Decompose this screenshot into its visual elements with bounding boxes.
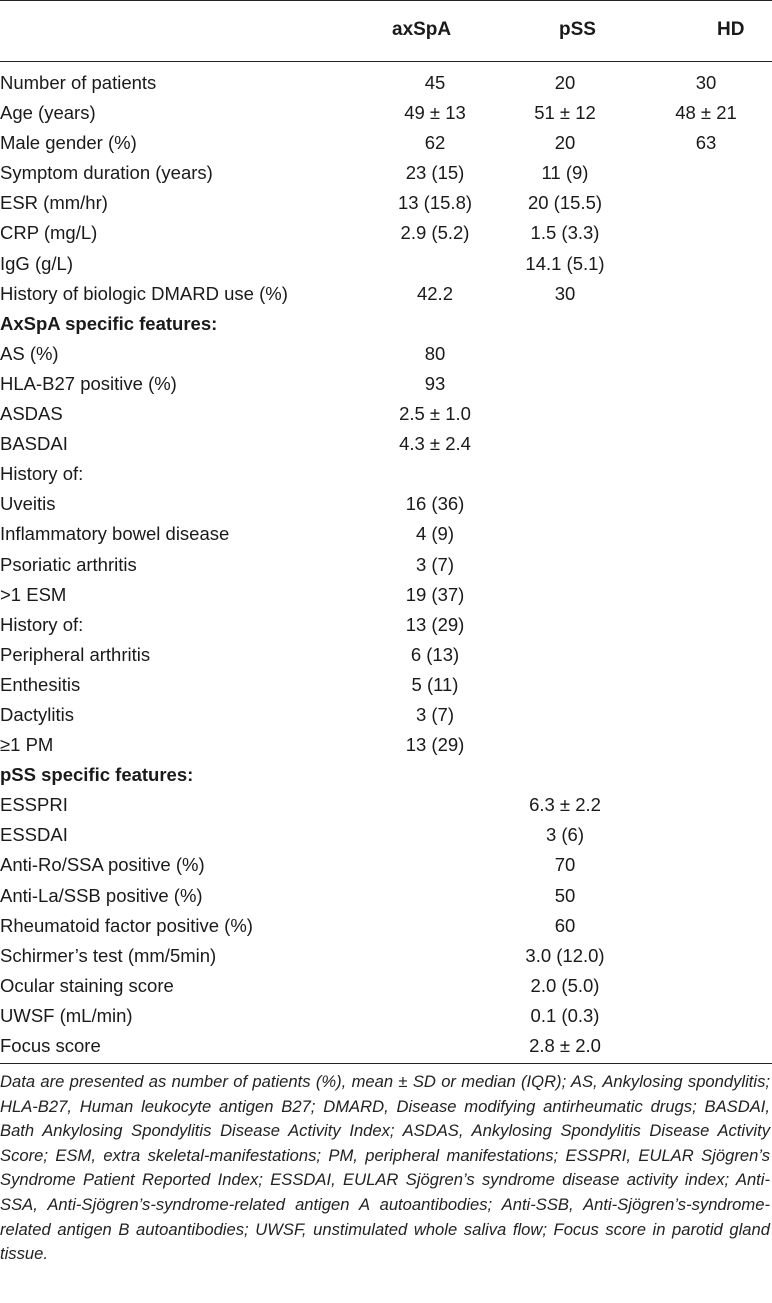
table-row bbox=[0, 850, 772, 880]
cell-hd bbox=[640, 399, 772, 429]
row-label: ≥1 PM bbox=[0, 734, 54, 756]
row-label: Inflammatory bowel disease bbox=[0, 523, 230, 545]
cell-hd bbox=[640, 249, 772, 279]
cell-hd bbox=[640, 610, 772, 640]
cell-axspa: 23 (15) bbox=[405, 162, 465, 184]
cell-axspa: 6 (13) bbox=[410, 643, 460, 665]
cell-axspa bbox=[380, 941, 490, 971]
table-row bbox=[0, 971, 772, 1001]
cell-pss bbox=[490, 700, 640, 730]
cell-hd bbox=[640, 188, 772, 218]
cell-axspa: 49 ± 13 bbox=[404, 102, 466, 124]
table-footnote: Data are presented as number of patients (%), mean ± SD or median (IQR); AS, Ankylosing spondylitis; HLA-B27, Human leukocyte antigen B27; DMARD, Disease modifying antirheumatic drugs; BASDAI, Bath Ankylosing Spondylitis Disease Activity Index; ASDAS, Ankylosing Spondylitis Disease Activity Score; ESM, extra skeletal-manifestations; PM, peripheral manifestations; ESSPRI, EULAR Sjögren’s Syndrome Patient Reported Index; ESSDAI, EULAR Sjögren’s syndrome disease activity index; Anti-SSA, Anti-Sjögren’s-syndrome-related antigen A autoantibodies; Anti-SSB, Anti-Sjögren’s-syndrome-related antigen B autoantibodies; UWSF, unstimulated whole saliva flow; Focus score in parotid gland tissue. bbox=[0, 1072, 770, 1264]
row-label: UWSF (mL/min) bbox=[0, 1004, 133, 1026]
cell-pss: 11 (9) bbox=[541, 162, 589, 184]
cell-axspa: 42.2 bbox=[416, 282, 453, 304]
cell-hd bbox=[640, 339, 772, 369]
cell-hd bbox=[640, 670, 772, 700]
cell-pss bbox=[490, 369, 640, 399]
cell-axspa bbox=[380, 760, 490, 790]
cell-pss: 14.1 (5.1) bbox=[525, 252, 605, 274]
cell-hd bbox=[640, 519, 772, 549]
cell-pss: 60 bbox=[554, 914, 576, 936]
cell-pss bbox=[490, 580, 640, 610]
table-row bbox=[0, 1031, 772, 1061]
row-label: Psoriatic arthritis bbox=[0, 553, 137, 575]
row-label: Ocular staining score bbox=[0, 974, 174, 996]
table-row bbox=[0, 68, 772, 98]
cell-hd bbox=[640, 550, 772, 580]
table-body bbox=[0, 68, 772, 1061]
cell-pss: 3.0 (12.0) bbox=[525, 944, 605, 966]
cell-pss: 20 (15.5) bbox=[527, 192, 603, 214]
cell-pss: 51 ± 12 bbox=[534, 102, 596, 124]
row-label: Anti-La/SSB positive (%) bbox=[0, 884, 203, 906]
table-row bbox=[0, 309, 772, 339]
row-label: BASDAI bbox=[0, 433, 68, 455]
data-table bbox=[0, 68, 772, 1061]
row-label: Uveitis bbox=[0, 493, 56, 515]
table-row bbox=[0, 489, 772, 519]
header-rule bbox=[0, 61, 772, 62]
cell-hd bbox=[640, 158, 772, 188]
row-label: ASDAS bbox=[0, 403, 63, 425]
cell-axspa: 19 (37) bbox=[405, 583, 465, 605]
table-row bbox=[0, 760, 772, 790]
cell-hd bbox=[640, 459, 772, 489]
table-row bbox=[0, 730, 772, 760]
table-row bbox=[0, 911, 772, 941]
cell-axspa: 5 (11) bbox=[411, 673, 459, 695]
row-label: Schirmer’s test (mm/5min) bbox=[0, 944, 217, 966]
table-row bbox=[0, 128, 772, 158]
cell-axspa: 13 (29) bbox=[405, 613, 465, 635]
cell-pss: 6.3 ± 2.2 bbox=[529, 794, 601, 816]
cell-pss: 2.0 (5.0) bbox=[530, 974, 600, 996]
table-row bbox=[0, 610, 772, 640]
cell-axspa: 80 bbox=[424, 342, 446, 364]
row-label: Dactylitis bbox=[0, 703, 75, 725]
row-label: AxSpA specific features: bbox=[0, 312, 218, 334]
cell-hd bbox=[640, 279, 772, 309]
cell-axspa: 13 (15.8) bbox=[397, 192, 473, 214]
cell-pss: 50 bbox=[554, 884, 576, 906]
table-row bbox=[0, 1001, 772, 1031]
bottom-rule bbox=[0, 1063, 772, 1064]
table-row bbox=[0, 881, 772, 911]
row-label: >1 ESM bbox=[0, 583, 67, 605]
cell-hd bbox=[640, 700, 772, 730]
cell-hd bbox=[640, 640, 772, 670]
cell-hd bbox=[640, 911, 772, 941]
table-row bbox=[0, 249, 772, 279]
table-row bbox=[0, 700, 772, 730]
cell-hd bbox=[640, 309, 772, 339]
cell-axspa: 4.3 ± 2.4 bbox=[399, 433, 471, 455]
cell-axspa bbox=[380, 309, 490, 339]
cell-axspa bbox=[380, 911, 490, 941]
cell-axspa bbox=[380, 459, 490, 489]
row-label: IgG (g/L) bbox=[0, 252, 73, 274]
row-label: Age (years) bbox=[0, 102, 96, 124]
table-row bbox=[0, 339, 772, 369]
cell-axspa: 13 (29) bbox=[405, 734, 465, 756]
cell-pss bbox=[490, 610, 640, 640]
cell-axspa bbox=[380, 881, 490, 911]
cell-pss bbox=[490, 550, 640, 580]
table-row bbox=[0, 790, 772, 820]
cell-hd bbox=[640, 730, 772, 760]
row-label: Peripheral arthritis bbox=[0, 643, 151, 665]
cell-pss bbox=[490, 760, 640, 790]
row-label: Anti-Ro/SSA positive (%) bbox=[0, 854, 205, 876]
cell-pss: 30 bbox=[554, 282, 576, 304]
cell-pss bbox=[490, 309, 640, 339]
table-row bbox=[0, 429, 772, 459]
cell-hd bbox=[640, 881, 772, 911]
cell-axspa bbox=[380, 249, 490, 279]
table-row bbox=[0, 98, 772, 128]
cell-pss bbox=[490, 670, 640, 700]
cell-hd: 30 bbox=[695, 72, 717, 93]
cell-pss bbox=[490, 429, 640, 459]
cell-axspa: 2.9 (5.2) bbox=[400, 222, 470, 244]
cell-axspa bbox=[380, 820, 490, 850]
cell-axspa bbox=[380, 1001, 490, 1031]
cell-hd bbox=[640, 580, 772, 610]
cell-hd bbox=[640, 489, 772, 519]
cell-pss: 20 bbox=[554, 72, 576, 93]
cell-pss bbox=[490, 459, 640, 489]
cell-axspa bbox=[380, 971, 490, 1001]
row-label: History of: bbox=[0, 463, 84, 485]
table-row bbox=[0, 519, 772, 549]
cell-hd: 48 ± 21 bbox=[675, 102, 737, 124]
cell-hd bbox=[640, 850, 772, 880]
cell-axspa bbox=[380, 1031, 490, 1061]
column-header-hd: HD bbox=[717, 19, 745, 40]
cell-pss: 70 bbox=[554, 854, 576, 876]
cell-pss: 1.5 (3.3) bbox=[530, 222, 600, 244]
cell-pss: 0.1 (0.3) bbox=[530, 1004, 600, 1026]
row-label: AS (%) bbox=[0, 342, 59, 364]
row-label: ESSPRI bbox=[0, 794, 68, 816]
cell-hd bbox=[640, 760, 772, 790]
cell-axspa bbox=[380, 790, 490, 820]
row-label: Symptom duration (years) bbox=[0, 162, 213, 184]
row-label: pSS specific features: bbox=[0, 764, 194, 786]
table-row bbox=[0, 941, 772, 971]
cell-axspa: 93 bbox=[424, 372, 446, 394]
table-row bbox=[0, 188, 772, 218]
row-label: History of biologic DMARD use (%) bbox=[0, 282, 288, 304]
cell-axspa: 4 (9) bbox=[415, 523, 455, 545]
table-row bbox=[0, 218, 772, 248]
table-row bbox=[0, 399, 772, 429]
row-label: HLA-B27 positive (%) bbox=[0, 372, 177, 394]
cell-hd bbox=[640, 429, 772, 459]
cell-axspa: 3 (7) bbox=[415, 553, 455, 575]
cell-axspa: 62 bbox=[424, 132, 446, 154]
row-label: Male gender (%) bbox=[0, 132, 137, 154]
cell-hd bbox=[640, 790, 772, 820]
table-row bbox=[0, 670, 772, 700]
row-label: Number of patients bbox=[0, 72, 157, 93]
row-label: ESSDAI bbox=[0, 824, 68, 846]
cell-pss: 3 (6) bbox=[545, 824, 585, 846]
cell-hd bbox=[640, 820, 772, 850]
cell-pss bbox=[490, 489, 640, 519]
cell-hd bbox=[640, 218, 772, 248]
cell-axspa: 16 (36) bbox=[405, 493, 465, 515]
row-label: ESR (mm/hr) bbox=[0, 192, 108, 214]
cell-pss: 20 bbox=[554, 132, 576, 154]
table-row bbox=[0, 640, 772, 670]
top-rule bbox=[0, 0, 772, 1]
column-header-pss: pSS bbox=[559, 19, 596, 40]
table-row bbox=[0, 459, 772, 489]
cell-pss bbox=[490, 519, 640, 549]
table-row bbox=[0, 369, 772, 399]
cell-hd: 63 bbox=[695, 132, 717, 154]
cell-axspa: 45 bbox=[424, 72, 446, 93]
row-label: CRP (mg/L) bbox=[0, 222, 98, 244]
row-label: Enthesitis bbox=[0, 673, 81, 695]
cell-hd bbox=[640, 1001, 772, 1031]
table-row bbox=[0, 158, 772, 188]
cell-pss bbox=[490, 730, 640, 760]
cell-hd bbox=[640, 971, 772, 1001]
cell-pss bbox=[490, 399, 640, 429]
row-label: History of: bbox=[0, 613, 84, 635]
cell-pss bbox=[490, 640, 640, 670]
table-row bbox=[0, 279, 772, 309]
table-row bbox=[0, 580, 772, 610]
row-label: Focus score bbox=[0, 1035, 101, 1056]
table-row bbox=[0, 820, 772, 850]
cell-pss bbox=[490, 339, 640, 369]
column-header-axspa: axSpA bbox=[392, 19, 452, 40]
row-label: Rheumatoid factor positive (%) bbox=[0, 914, 253, 936]
cell-axspa: 3 (7) bbox=[415, 703, 455, 725]
cell-pss: 2.8 ± 2.0 bbox=[529, 1035, 601, 1056]
cell-hd bbox=[640, 369, 772, 399]
cell-axspa bbox=[380, 850, 490, 880]
cell-hd bbox=[640, 1031, 772, 1061]
cell-axspa: 2.5 ± 1.0 bbox=[399, 403, 471, 425]
cell-hd bbox=[640, 941, 772, 971]
table-row bbox=[0, 550, 772, 580]
